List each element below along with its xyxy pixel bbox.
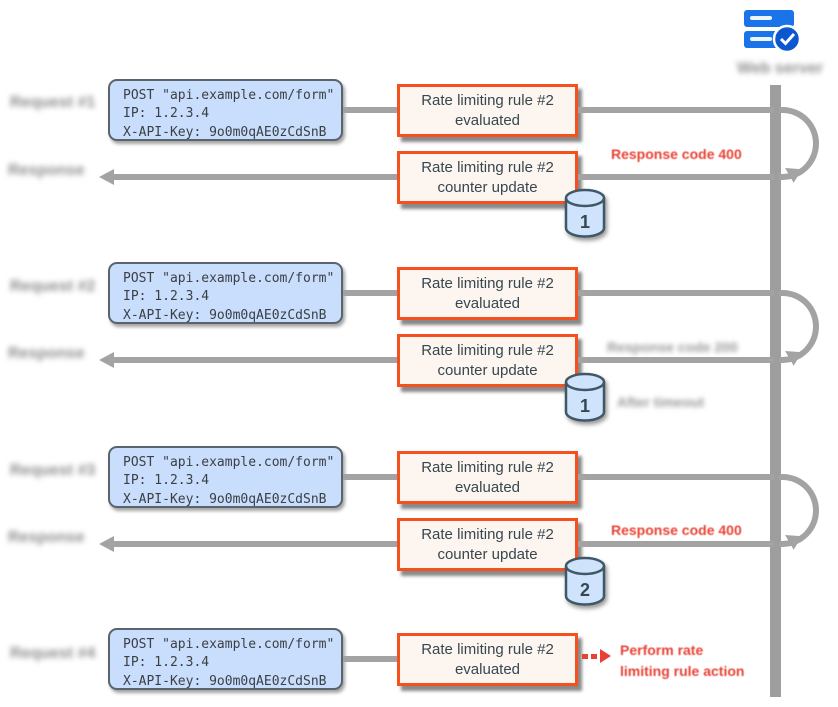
request-label: Request #3 [10,462,96,479]
counter-value: 1 [579,212,591,232]
request-label: Request #4 [10,645,96,662]
counter-value: 1 [579,396,591,416]
request-method-line: POST "api.example.com/form" [123,271,335,286]
counter-database-icon [561,555,609,607]
request-box [108,79,343,141]
response-label: Response [8,162,85,179]
counter-update-box [397,518,578,571]
counter-update-box [397,334,578,387]
connector-line [343,290,397,296]
counter-database-icon [561,187,609,239]
connector-line [343,107,397,113]
response-line [112,174,397,180]
rule-evaluated-box [397,451,578,504]
rule-box-line1: Rate limiting rule #2 [421,525,554,543]
dashed-arrow-dot [582,654,588,659]
request-line [578,474,774,480]
rule-action-line1: Perform rate [620,642,704,658]
request-box [108,628,343,690]
rule-box-line1: Rate limiting rule #2 [421,341,554,359]
request-box [108,446,343,508]
rule-box-line1: Rate limiting rule #2 [421,158,554,176]
response-code-note: Response code 200 [607,339,738,355]
response-line [578,357,774,363]
request-line [578,290,774,296]
request-label: Request #2 [10,278,96,295]
response-code-note: Response code 400 [611,146,742,162]
request-method-line: POST "api.example.com/form" [123,455,335,470]
request-apikey-line: X-API-Key: 9o0m0qAE0zCdSnB [123,124,327,140]
connector-line [343,656,397,662]
rule-box-line1: Rate limiting rule #2 [421,91,554,109]
request-ip-line: IP: 1.2.3.4 [123,289,210,305]
connector-line [343,474,397,480]
request-apikey-line: X-API-Key: 9o0m0qAE0zCdSnB [123,307,327,323]
server-label: Web server [737,60,823,77]
rule-action-note [620,640,744,682]
rule-box-line1: Rate limiting rule #2 [421,274,554,292]
rule-box-line2: counter update [437,178,538,196]
rule-evaluated-box [397,633,578,686]
request-ip-line: IP: 1.2.3.4 [123,655,210,671]
request-label: Request #1 [10,94,96,111]
rule-box-line2: counter update [437,361,538,379]
counter-update-box [397,151,578,204]
response-label: Response [8,345,85,362]
request-ip-line: IP: 1.2.3.4 [123,473,210,489]
rule-action-line2: limiting rule action [620,663,745,679]
response-line [112,357,397,363]
counter-database-icon [561,371,609,423]
request-line [578,107,774,113]
rule-box-line2: evaluated [454,478,521,496]
server-shield-icon [742,5,802,57]
request-method-line: POST "api.example.com/form" [123,637,335,652]
rule-box-line2: evaluated [454,660,521,678]
rule-box-line1: Rate limiting rule #2 [421,458,554,476]
dashed-arrow-dot [591,654,597,659]
request-method-line: POST "api.example.com/form" [123,88,335,103]
response-line [578,174,774,180]
response-line [578,541,774,547]
rule-box-line2: evaluated [454,294,521,312]
request-apikey-line: X-API-Key: 9o0m0qAE0zCdSnB [123,673,327,689]
action-arrowhead-icon [600,649,611,663]
request-apikey-line: X-API-Key: 9o0m0qAE0zCdSnB [123,491,327,507]
rule-evaluated-box [397,84,578,137]
rule-evaluated-box [397,267,578,320]
counter-value: 2 [579,580,591,600]
request-box [108,262,343,324]
rule-box-line1: Rate limiting rule #2 [421,640,554,658]
request-ip-line: IP: 1.2.3.4 [123,106,210,122]
response-code-note: Response code 400 [611,522,742,538]
response-line [112,541,397,547]
response-label: Response [8,529,85,546]
rule-box-line2: counter update [437,545,538,563]
timeout-note: After timeout [617,394,705,410]
rule-box-line2: evaluated [454,111,521,129]
